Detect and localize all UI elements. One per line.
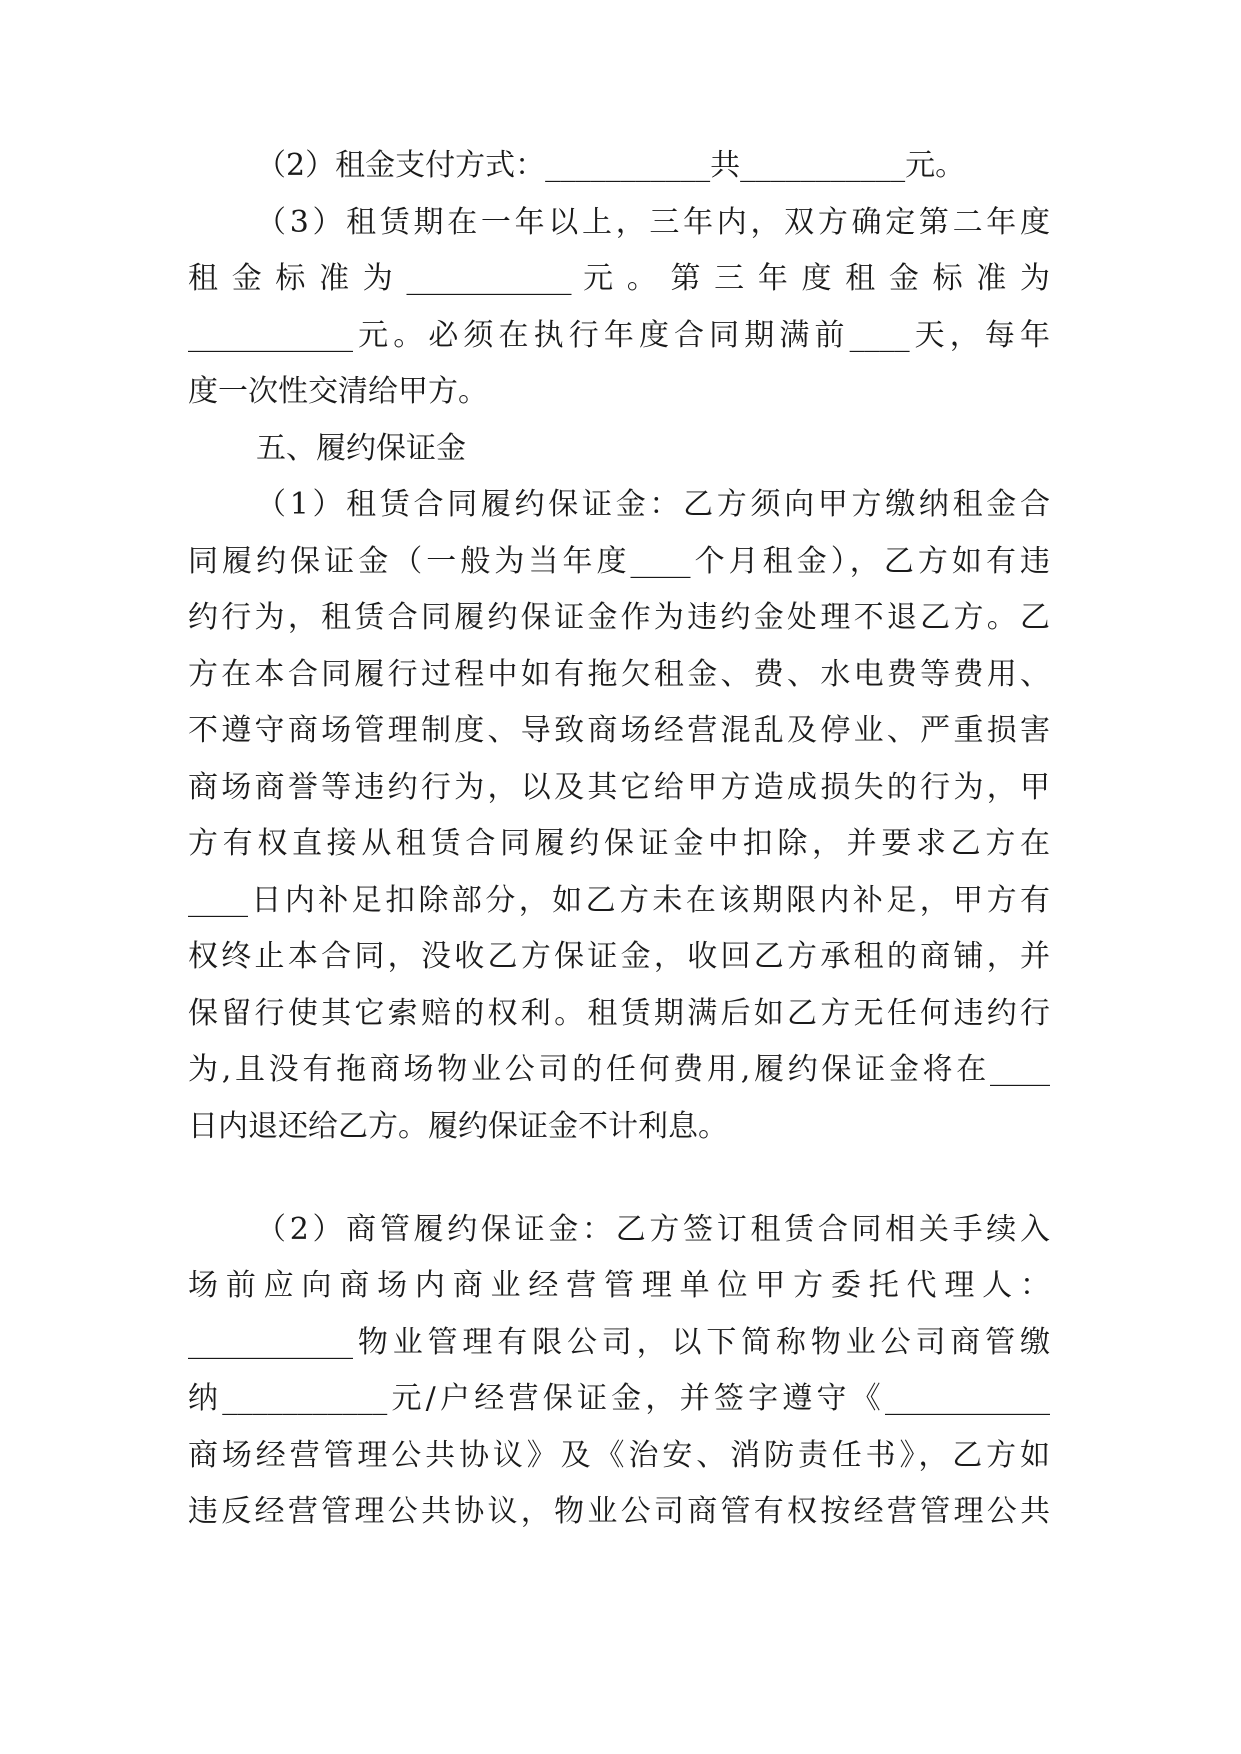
text-line: 方有权直接从租赁合同履约保证金中扣除，并要求乙方在 — [188, 826, 1050, 861]
text-line: 日内退还给乙方。履约保证金不计利息。 — [188, 1109, 728, 1144]
text-line: 权终止本合同，没收乙方保证金，收回乙方承租的商铺，并 — [188, 939, 1050, 974]
text-line: 不遵守商场管理制度、导致商场经营混乱及停业、严重损害 — [188, 713, 1050, 748]
text-line: 纳___________元/户经营保证金，并签字遵守《___________ — [188, 1381, 1050, 1416]
text-line: 方在本合同履行过程中如有拖欠租金、费、水电费等费用、 — [188, 657, 1050, 692]
text-line: （1）租赁合同履约保证金：乙方须向甲方缴纳租金合 — [256, 487, 1050, 522]
text-line: 保留行使其它索赔的权利。租赁期满后如乙方无任何违约行 — [188, 996, 1050, 1031]
text-line: 租 金 标 准 为 ___________ 元 。 第 三 年 度 租 金 标 准 为 — [188, 261, 1050, 296]
text-line: 商场经营管理公共协议》及《治安、消防责任书》，乙方如 — [188, 1438, 1050, 1473]
text-line: （2）商管履约保证金：乙方签订租赁合同相关手续入 — [256, 1212, 1050, 1247]
text-line: （3）租赁期在一年以上，三年内，双方确定第二年度 — [256, 205, 1050, 240]
text-line: 约行为，租赁合同履约保证金作为违约金处理不退乙方。乙 — [188, 600, 1050, 635]
text-line: 商场商誉等违约行为，以及其它给甲方造成损失的行为，甲 — [188, 770, 1050, 805]
text-line: 同履约保证金（一般为当年度____个月租金），乙方如有违 — [188, 544, 1050, 579]
text-line: ____日内补足扣除部分，如乙方未在该期限内补足，甲方有 — [188, 883, 1050, 918]
text-line: 违反经营管理公共协议，物业公司商管有权按经营管理公共 — [188, 1494, 1050, 1529]
text-line: 为,且没有拖商场物业公司的任何费用,履约保证金将在____ — [188, 1052, 1050, 1087]
text-line: （2）租金支付方式：___________共___________元。 — [256, 148, 966, 183]
text-line: ___________物业管理有限公司，以下简称物业公司商管缴 — [188, 1325, 1050, 1360]
text-line: ___________元。必须在执行年度合同期满前____天，每年 — [188, 318, 1050, 353]
section-heading: 五、履约保证金 — [256, 431, 466, 466]
text-line: 场前应向商场内商业经营管理单位甲方委托代理人： — [188, 1268, 1050, 1303]
text-line: 度一次性交清给甲方。 — [188, 374, 488, 409]
